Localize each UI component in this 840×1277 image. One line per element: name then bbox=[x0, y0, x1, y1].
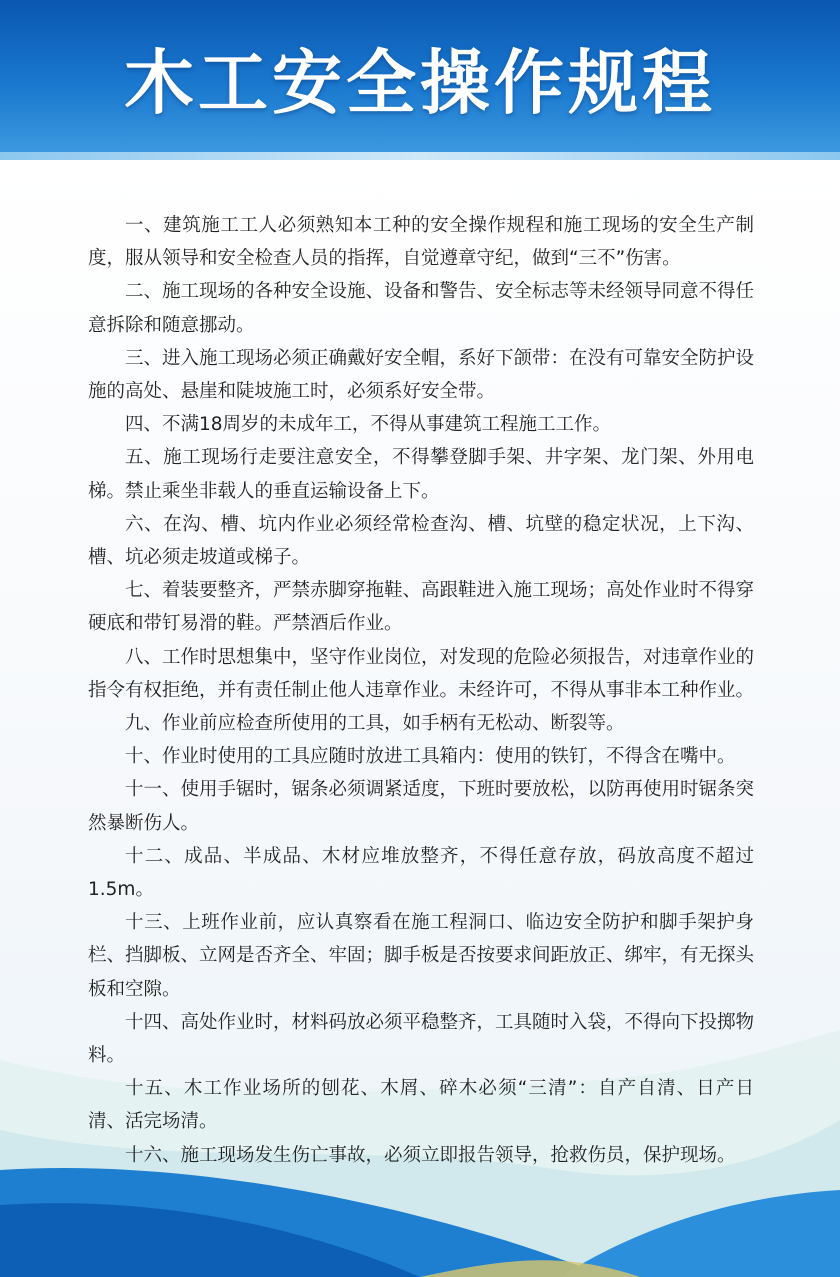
page-title: 木工安全操作规程 bbox=[124, 42, 716, 124]
rule-item: 九、作业前应检查所使用的工具，如手柄有无松动、断裂等。 bbox=[125, 713, 625, 735]
header-divider bbox=[0, 152, 840, 160]
rule-item: 十六、施工现场发生伤亡事故，必须立即报告领导，抢救伤员，保护现场。 bbox=[125, 1144, 736, 1166]
rule-item: 四、不满18周岁的未成年工，不得从事建筑工程施工工作。 bbox=[125, 414, 612, 436]
rule-item: 五、施工现场行走要注意安全，不得攀登脚手架、井字架、龙门架、外用电梯。禁止乘坐非载人的垂直运输设备上下。 bbox=[88, 447, 754, 502]
rule-item: 十一、使用手锯时，锯条必须调紧适度，下班时要放松，以防再使用时锯条突然暴断伤人。 bbox=[88, 779, 755, 834]
rule-item: 八、工作时思想集中，坚守作业岗位，对发现的危险必须报告，对违章作业的指令有权拒绝，并有责任制止他人违章作业。未经许可，不得从事非本工种作业。 bbox=[88, 646, 755, 701]
rule-item: 十二、成品、半成品、木材应堆放整齐，不得任意存放，码放高度不超过1.5m。 bbox=[88, 845, 754, 901]
rule-item: 十五、木工作业场所的刨花、木屑、碎木必须“三清”：自产自清、日产日清、活完场清。 bbox=[88, 1078, 754, 1133]
rule-item: 十、作业时使用的工具应随时放进工具箱内：使用的铁钉，不得含在嘴中。 bbox=[125, 746, 736, 768]
rule-item: 十四、高处作业时，材料码放必须平稳整齐，工具随时入袋，不得向下投掷物料。 bbox=[88, 1011, 755, 1067]
rule-item: 十三、上班作业前，应认真察看在施工程洞口、临边安全防护和脚手架护身栏、挡脚板、立网是否齐全、牢固；脚手板是否按要求间距放正、绑牢，有无探头板和空隙。 bbox=[88, 912, 755, 1000]
rule-item: 一、建筑施工工人必须熟知本工种的安全操作规程和施工现场的安全生产制度，服从领导和安全检查人员的指挥，自觉遵章守纪，做到“三不”伤害。 bbox=[88, 215, 754, 270]
rule-item: 三、进入施工现场必须正确戴好安全帽，系好下颌带：在没有可靠安全防护设施的高处、悬崖和陡坡施工时，必须系好安全带。 bbox=[88, 347, 755, 403]
rule-item: 六、在沟、槽、坑内作业必须经常检查沟、槽、坑壁的稳定状况，上下沟、槽、坑必须走坡道或梯子。 bbox=[88, 513, 754, 569]
rules-list bbox=[88, 209, 754, 1172]
rule-item: 七、着装要整齐，严禁赤脚穿拖鞋、高跟鞋进入施工现场；高处作业时不得穿硬底和带钉易滑的鞋。严禁酒后作业。 bbox=[88, 580, 755, 635]
rule-item: 二、施工现场的各种安全设施、设备和警告、安全标志等未经领导同意不得任意拆除和随意挪动。 bbox=[88, 281, 755, 336]
